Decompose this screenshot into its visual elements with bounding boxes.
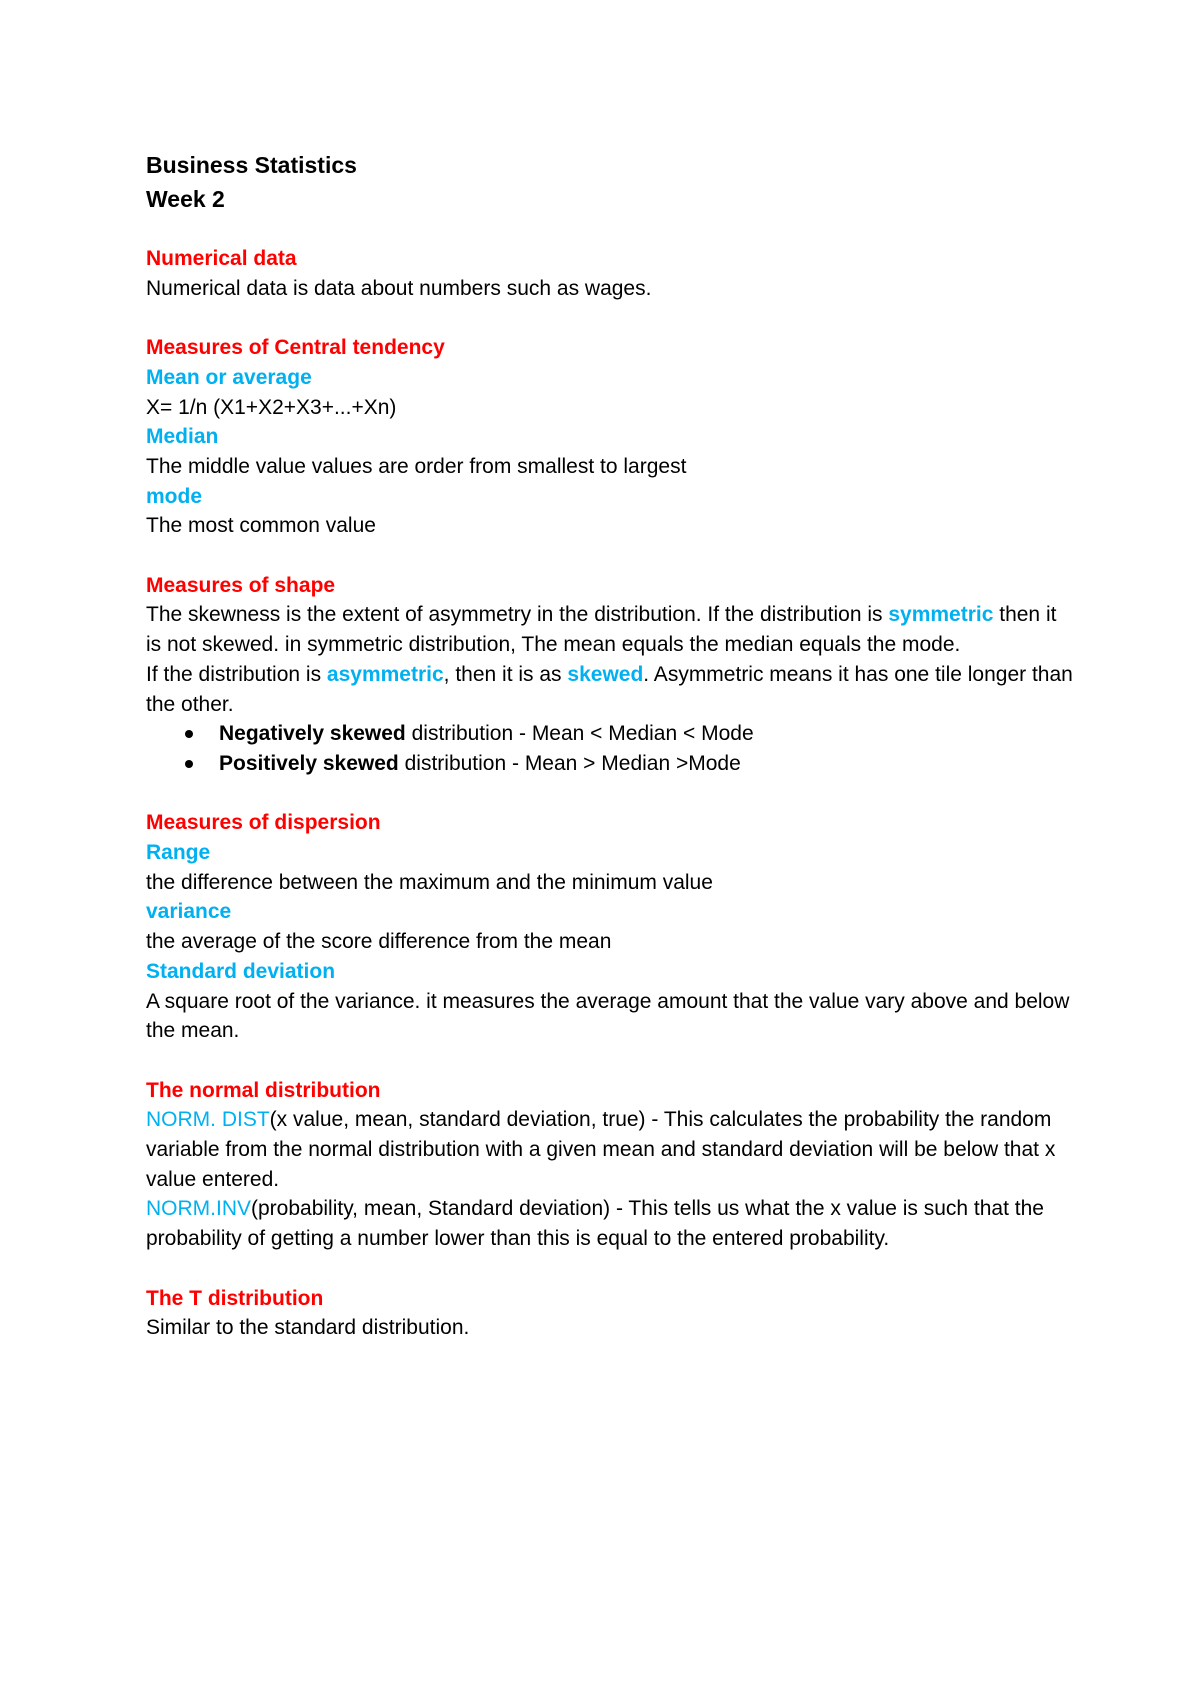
keyword-symmetric: symmetric — [888, 603, 994, 627]
bullet-text: distribution - Mean < Median < Mode — [405, 722, 754, 746]
spacer — [146, 1046, 1076, 1076]
keyword-norm-dist: NORM. DIST — [146, 1108, 270, 1132]
asymmetric-paragraph — [146, 660, 1076, 719]
mode-text: The most common value — [146, 514, 376, 538]
norm-dist-paragraph — [146, 1105, 1076, 1194]
skew-bullet-list — [146, 719, 1076, 778]
variance-text: the average of the score difference from the mean — [146, 930, 612, 954]
list-item — [146, 749, 1076, 779]
mean-formula: X= 1/n (X1+X2+X3+...+Xn) — [146, 395, 397, 419]
document-body — [146, 148, 1076, 1343]
document-subtitle: Week 2 — [146, 186, 225, 212]
spacer — [146, 216, 1076, 244]
spacer — [146, 1254, 1076, 1284]
skewness-paragraph — [146, 600, 1076, 659]
bullet-bold-term: Negatively skewed — [219, 722, 406, 746]
skewness-text-a: The skewness is the extent of asymmetry in the distribution. If the distribution is — [146, 603, 889, 627]
norm-dist-text: (x value, mean, standard deviation, true) - This calculates the probability the random variable from the normal distribution with a given mean and standard deviation will be below that x value entered. — [146, 1108, 1056, 1191]
list-item — [146, 719, 1076, 749]
subheading-variance: variance — [146, 900, 232, 924]
subheading-range: Range — [146, 841, 211, 865]
numerical-data-text: Numerical data is data about numbers such as wages. — [146, 276, 652, 300]
range-text: the difference between the maximum and the minimum value — [146, 870, 713, 894]
subheading-mean: Mean or average — [146, 365, 312, 389]
spacer — [146, 303, 1076, 333]
asymmetric-text-b: , then it is as — [443, 662, 568, 686]
section-heading-shape: Measures of shape — [146, 573, 336, 597]
subheading-median: Median — [146, 425, 219, 449]
keyword-skewed: skewed — [567, 662, 644, 686]
standard-deviation-text: A square root of the variance. it measures the average amount that the value vary above and below the mean. — [146, 989, 1070, 1043]
section-heading-dispersion: Measures of dispersion — [146, 811, 381, 835]
bullet-bold-term: Positively skewed — [219, 751, 399, 775]
norm-inv-text: (probability, mean, Standard deviation) - This tells us what the x value is such that the probability of getting a number lower than this is equal to the entered probability. — [146, 1197, 1044, 1251]
asymmetric-text-c: . Asymmetric means it has one tile longer than the other. — [146, 662, 1073, 716]
subheading-mode: mode — [146, 484, 203, 508]
spacer — [146, 779, 1076, 809]
section-heading-central-tendency: Measures of Central tendency — [146, 336, 445, 360]
asymmetric-text-a: If the distribution is — [146, 662, 327, 686]
bullet-text: distribution - Mean > Median >Mode — [398, 751, 741, 775]
keyword-asymmetric: asymmetric — [326, 662, 444, 686]
t-distribution-text: Similar to the standard distribution. — [146, 1316, 470, 1340]
bullet-dot-icon — [185, 760, 193, 768]
section-heading-t-distribution: The T distribution — [146, 1286, 324, 1310]
document-title: Business Statistics — [146, 152, 357, 178]
section-heading-normal-distribution: The normal distribution — [146, 1078, 381, 1102]
bullet-dot-icon — [185, 730, 193, 738]
subheading-standard-deviation: Standard deviation — [146, 959, 336, 983]
spacer — [146, 541, 1076, 571]
norm-inv-paragraph — [146, 1194, 1076, 1253]
section-heading-numerical-data: Numerical data — [146, 247, 297, 270]
skewness-text-b: then it is not skewed. in symmetric distribution, The mean equals the median equals the mode. — [146, 603, 1057, 657]
median-text: The middle value values are order from smallest to largest — [146, 454, 687, 478]
keyword-norm-inv: NORM.INV — [146, 1197, 251, 1221]
